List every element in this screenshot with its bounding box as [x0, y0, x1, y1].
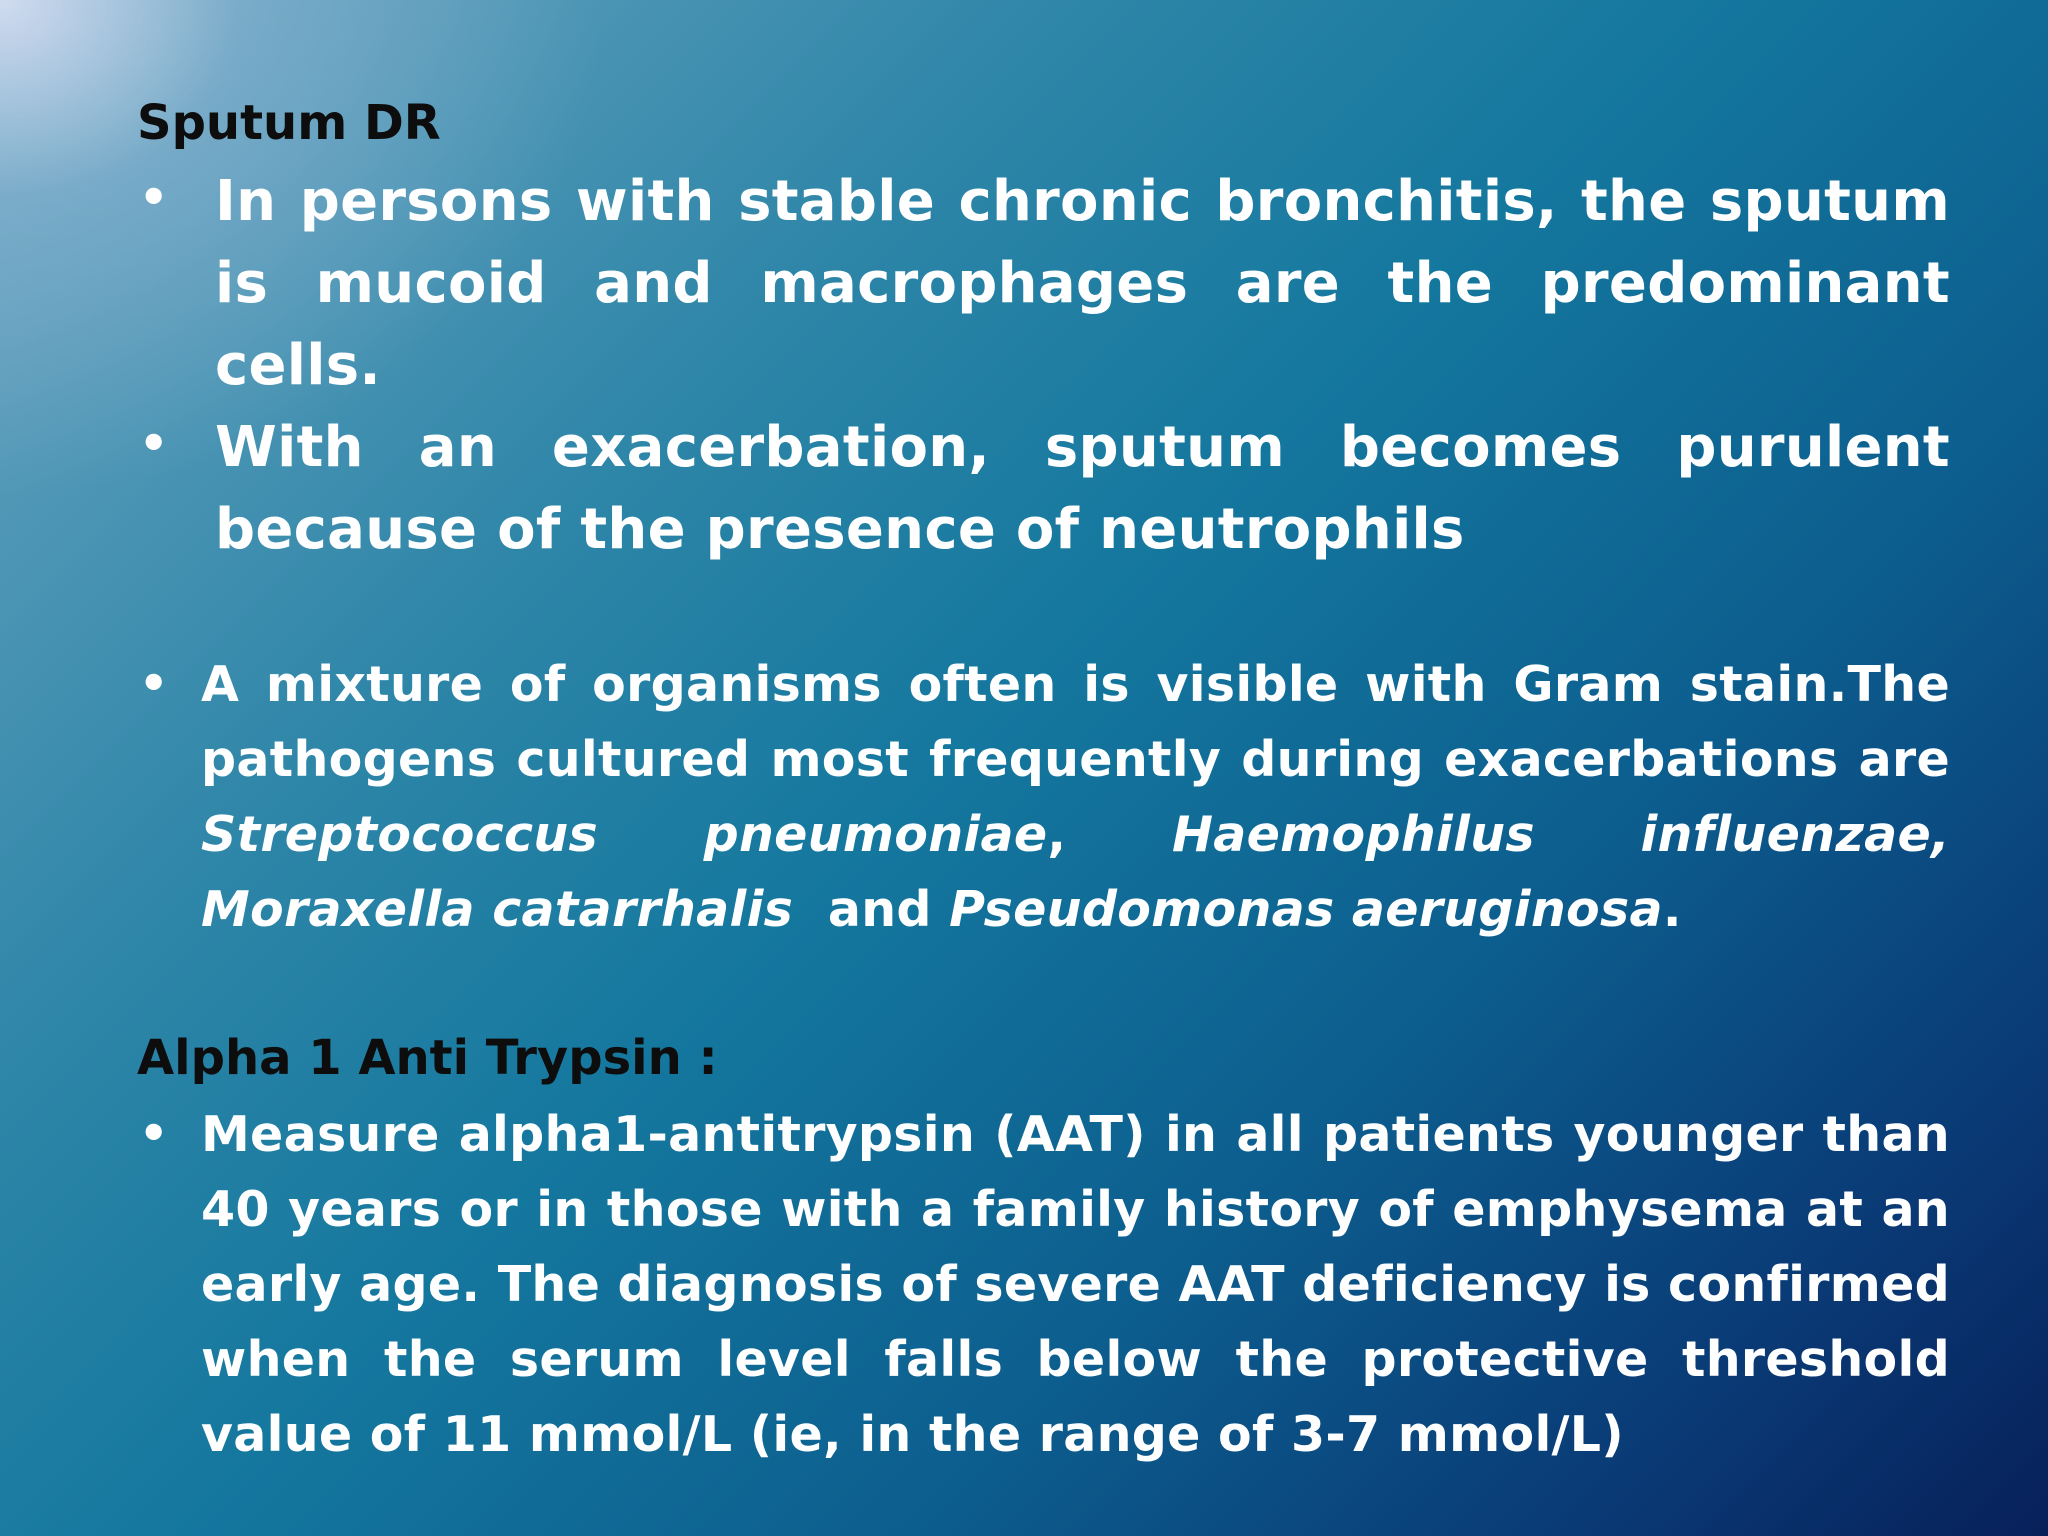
bullet-marker: •	[139, 416, 169, 470]
organism-haemophilus: Haemophilus influenzae,	[1171, 806, 1950, 863]
bullet-marker: •	[139, 170, 169, 224]
organisms-intro: A mixture of organisms often is visible with Gram stain.The pathogens cultured most frequently during exacerbations are	[201, 656, 1950, 788]
section-heading-aat: Alpha 1 Anti Trypsin :	[137, 1030, 718, 1086]
organism-streptococcus: Streptococcus pneumoniae	[201, 806, 1048, 863]
organism-pseudomonas: Pseudomonas aeruginosa	[949, 881, 1663, 938]
bullet-text-organisms	[201, 647, 1950, 947]
organism-moraxella: Moraxella catarrhalis	[201, 881, 794, 938]
organisms-end-period: .	[1662, 881, 1682, 938]
bullet-text-aat-measure: Measure alpha1-antitrypsin (AAT) in all patients younger than 40 years or in those with a family history of emphysema at an early age. The diagnosis of severe AAT deficiency is confirmed when the serum level falls below the protective threshold value of 11 mmol/L (ie, in the range of 3-7 mmol/L)	[201, 1106, 1950, 1463]
organism-separator: ,	[1047, 806, 1067, 863]
bullet-marker: •	[139, 656, 169, 710]
bullet-text-stable-bronchitis: In persons with stable chronic bronchitis, the sputum is mucoid and macrophages are the predominant cells.	[215, 169, 1950, 398]
bullet-text-exacerbation: With an exacerbation, sputum becomes purulent because of the presence of neutrophils	[215, 415, 1950, 562]
organism-separator-and: and	[827, 881, 932, 938]
section-heading-sputum: Sputum DR	[137, 95, 441, 151]
bullet-marker: •	[139, 1106, 169, 1160]
